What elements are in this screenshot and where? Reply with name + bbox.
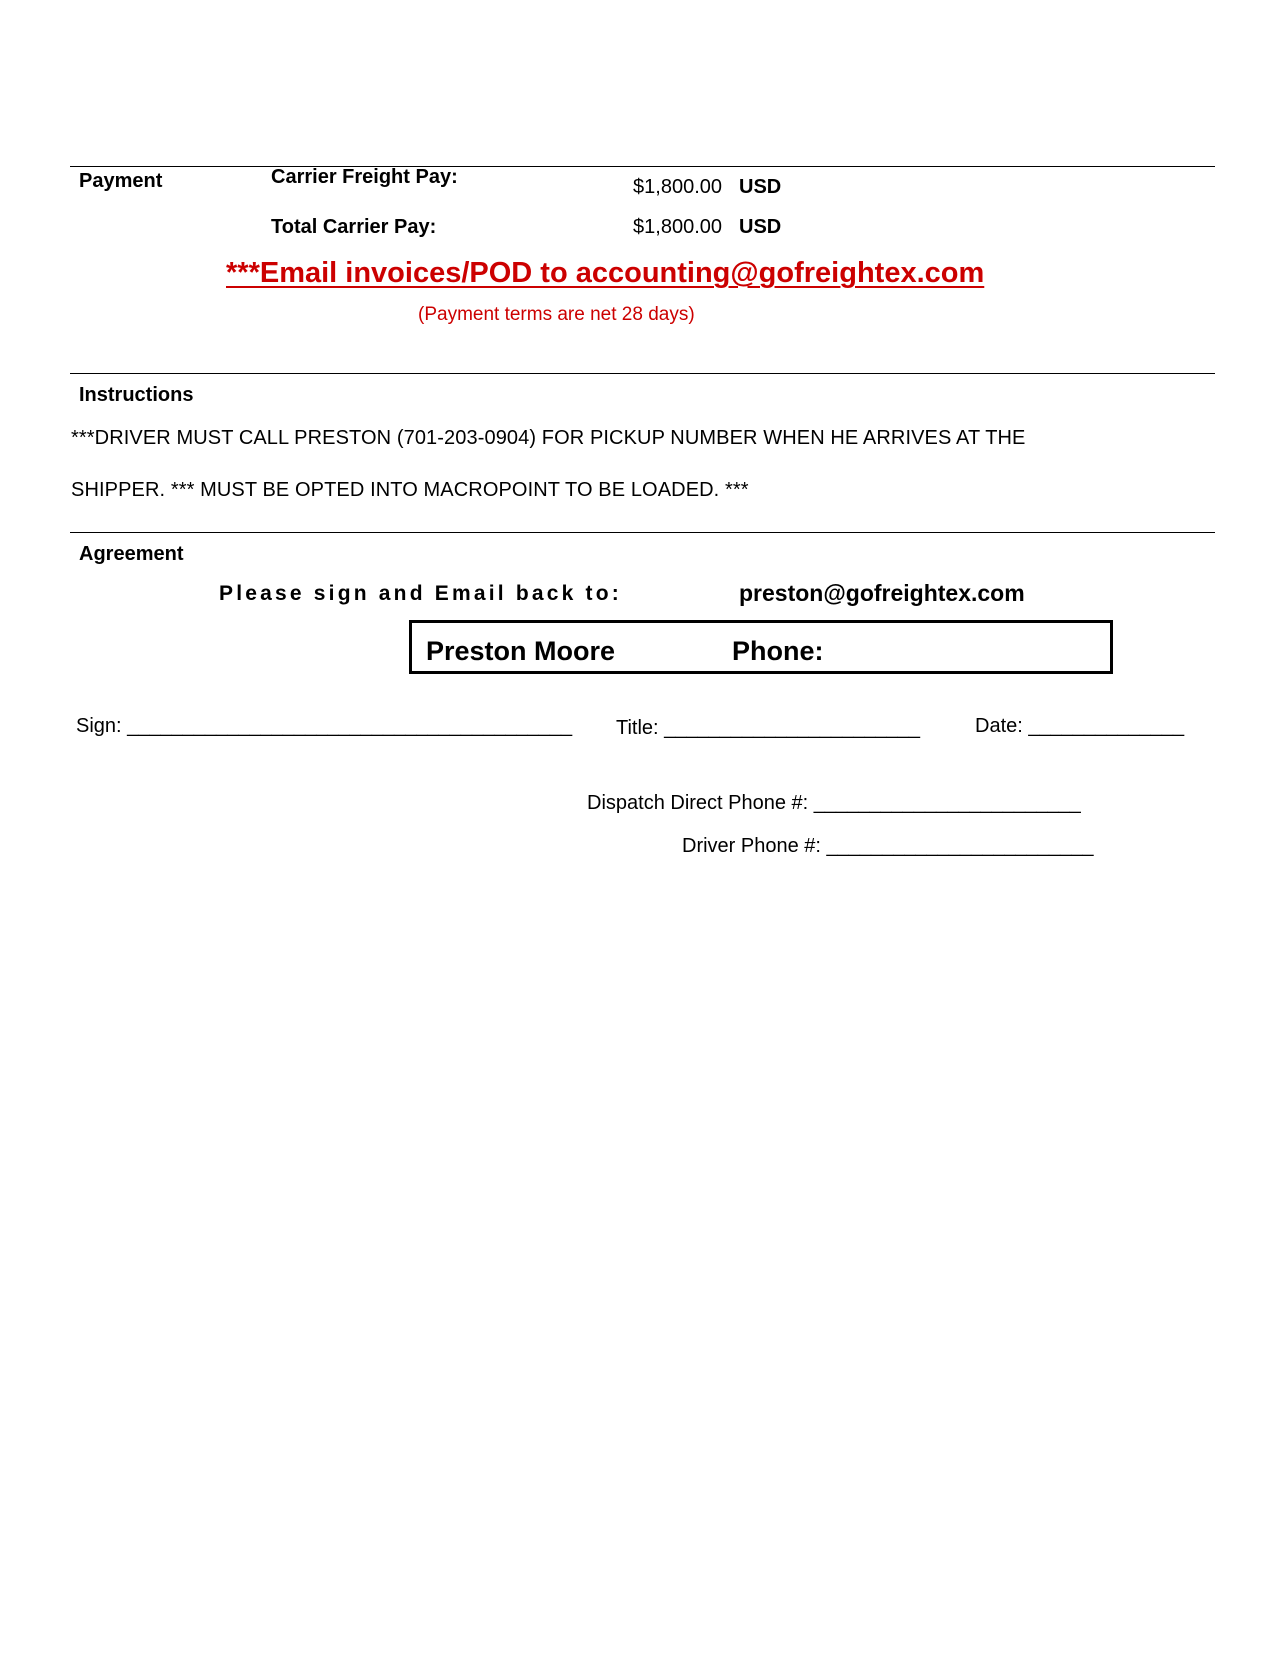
invoice-email-notice[interactable]: ***Email invoices/POD to accounting@gofreightex.com <box>226 257 985 289</box>
instruction-line-2: SHIPPER. *** MUST BE OPTED INTO MACROPOINT TO BE LOADED. *** <box>71 479 749 501</box>
dispatch-direct-phone-field[interactable]: Dispatch Direct Phone #: ________________________ <box>587 792 1081 814</box>
title-field[interactable]: Title: _______________________ <box>616 717 920 739</box>
sign-field[interactable]: Sign: ________________________________________ <box>76 715 573 737</box>
date-field[interactable]: Date: ______________ <box>975 715 1185 737</box>
instruction-line-1: ***DRIVER MUST CALL PRESTON (701-203-0904) FOR PICKUP NUMBER WHEN HE ARRIVES AT THE <box>71 427 1026 449</box>
payment-top-rule <box>70 166 1215 167</box>
payment-terms-note: (Payment terms are net 28 days) <box>418 304 695 325</box>
sign-return-email[interactable]: preston@gofreightex.com <box>739 580 1025 606</box>
total-carrier-pay-currency: USD <box>739 216 782 238</box>
total-carrier-pay-label: Total Carrier Pay: <box>271 216 437 238</box>
total-carrier-pay-amount: $1,800.00 <box>633 216 722 238</box>
agreement-section-label: Agreement <box>79 543 184 565</box>
carrier-freight-pay-currency: USD <box>739 176 782 198</box>
payment-section-label: Payment <box>79 170 163 192</box>
instructions-section-label: Instructions <box>79 384 194 406</box>
carrier-freight-pay-amount: $1,800.00 <box>633 176 722 198</box>
agreement-top-rule <box>70 532 1215 533</box>
contact-box <box>409 620 1113 674</box>
instructions-top-rule <box>70 373 1215 374</box>
contact-phone-label: Phone: <box>732 636 824 666</box>
driver-phone-field[interactable]: Driver Phone #: ________________________ <box>682 835 1094 857</box>
sign-and-email-prompt: Please sign and Email back to: <box>219 582 622 605</box>
contact-name: Preston Moore <box>426 636 616 666</box>
carrier-freight-pay-label: Carrier Freight Pay: <box>271 166 458 188</box>
